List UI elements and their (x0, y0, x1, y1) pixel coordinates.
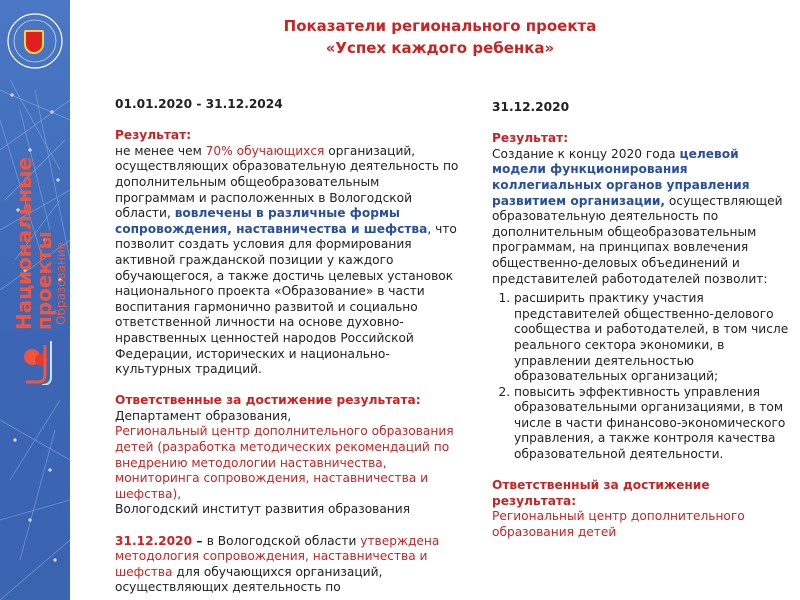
left-column (115, 97, 460, 596)
result-label: Результат: (115, 128, 192, 143)
brand-name: Национальные проекты (12, 157, 56, 330)
list-item: 1. расширить практику участия представителей общественно-делового сообщества и работодателей, в том числе реального сектора экономики, в управлении деятельностью образовательных организаций; (514, 291, 792, 385)
brand-subtitle: Образование (54, 242, 68, 325)
responsible-institute: Вологодский институт развития образования (115, 502, 411, 517)
responsible-label: Ответственный за достижение результата: (492, 478, 710, 508)
list-item: 2. повысить эффективность управления образовательными организациями, в том числе в части финансово-экономического управления, а также контроля качества образовательной деятельности. (514, 385, 792, 463)
date-heading: 31.12.2020 (492, 100, 570, 114)
responsible-center: Региональный центр дополнительного образования детей (492, 509, 745, 540)
result-list (492, 291, 792, 463)
period-heading: 01.01.2020 - 31.12.2024 (115, 97, 283, 111)
responsible-label: Ответственные за достижение результата: (115, 393, 421, 408)
result-text: не менее чем 70% обучающихся организаций, осуществляющих образовательную деятельность по дополнительным общеобразовательным программам и расположенных в Вологодской области, вовлечены в различные формы сопровождения, наставничества и шефства, что позволит создать условия для формирования активной гражданской позиции у каждого обучающегося, а также достичь целевых установок национального проекта «Образование» в части воспитания гармонично развитой и социально ответственной личности на основе духовно-нравственных ценностей народов Российской Федерации, исторических и национально-культурных традиций. (115, 143, 459, 377)
result-text: Создание к концу 2020 года целевой модели функционирования коллегиальных органов управления развитием организации, осуществляющей образовательную деятельность по дополнительным общеобразовательным программам, на принципах вовлечения общественно-деловых объединений и представителей работодателей позволит: (492, 146, 783, 286)
responsible-department: Департамент образования, (115, 408, 292, 423)
methodology-text: 31.12.2020 – в Вологодской области утверждена методология сопровождения, наставничества и шефства для обучающихся организаций, осуществляющих деятельность по (115, 533, 440, 595)
sidebar (0, 0, 70, 600)
national-projects-logo-icon (14, 335, 58, 385)
page-title: Показатели регионального проекта «Успех каждого ребенка» (283, 17, 597, 57)
result-label: Результат: (492, 131, 569, 146)
responsible-center: Региональный центр дополнительного образования детей (разработка методических рекомендаций по внедрению методологии наставничества, мониторинга сопровождения, наставничества и шефства), (115, 424, 454, 501)
ministry-emblem (6, 12, 64, 70)
right-column (492, 100, 792, 541)
coat-of-arms-icon (24, 30, 44, 54)
